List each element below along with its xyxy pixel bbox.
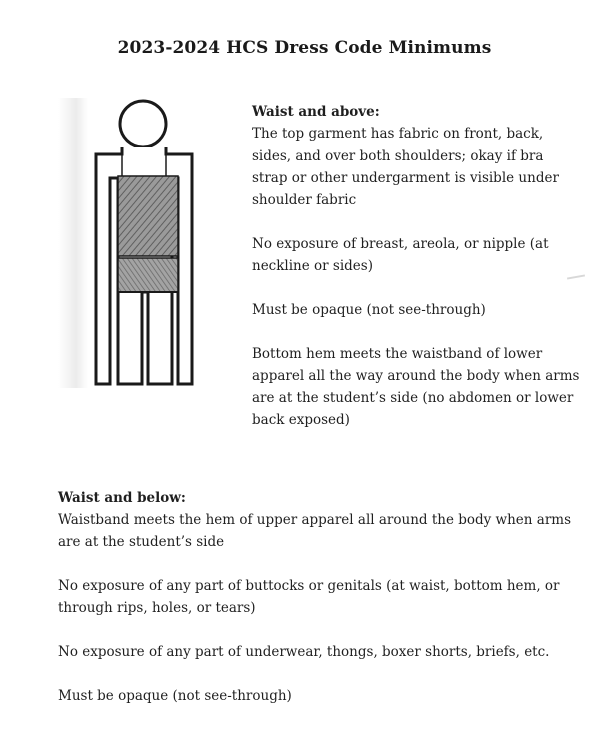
waist-above-paragraph: No exposure of breast, areola, or nipple (at neckline or sides) xyxy=(252,236,549,274)
waist-below-paragraph: No exposure of any part of buttocks or genitals (at waist, bottom hem, or through rips, holes, or tears) xyxy=(58,578,560,616)
waist-above-paragraph: The top garment has fabric on front, back, sides, and over both shoulders; okay if bra strap or other undergarment is visible under shoulder fabric xyxy=(252,126,559,208)
waist-above-paragraph: Bottom hem meets the waistband of lower apparel all the way around the body when arms are at the student’s side (no abdomen or lower back exposed) xyxy=(252,346,580,428)
figure-illustration xyxy=(78,98,208,388)
waist-below-section xyxy=(58,487,578,729)
waist-band-shading xyxy=(118,258,178,292)
waist-below-paragraph: Waistband meets the hem of upper apparel all around the body when arms are at the student’s side xyxy=(58,512,572,550)
waist-below-paragraph: Must be opaque (not see-through) xyxy=(58,688,292,704)
waist-below-heading: Waist and below: xyxy=(58,490,186,506)
waist-above-heading: Waist and above: xyxy=(252,104,380,120)
waist-above-section xyxy=(252,101,582,453)
page-title: 2023-2024 HCS Dress Code Minimums xyxy=(117,38,492,58)
waist-above-paragraph: Must be opaque (not see-through) xyxy=(252,302,486,318)
upper-garment-shading xyxy=(118,176,178,256)
figure-head xyxy=(120,101,166,147)
waist-below-paragraph: No exposure of any part of underwear, thongs, boxer shorts, briefs, etc. xyxy=(58,644,550,660)
